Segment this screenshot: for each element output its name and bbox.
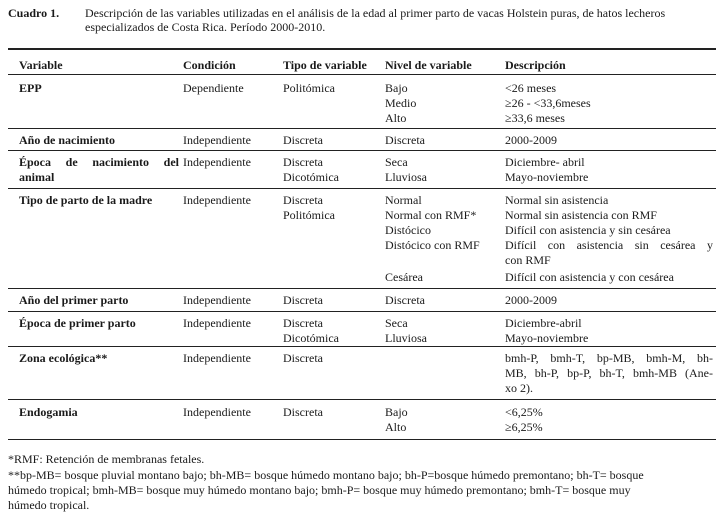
caption-text: Descripción de las variables utilizadas en el análisis de la edad al primer parto de vacas Holstein puras, de hatos lecheros especializados de Costa Rica. Período 2000-2010. [85, 6, 666, 34]
level-cell: Discreta [385, 133, 425, 147]
variable-name: Endogamia [19, 405, 78, 419]
variable-name: Tipo de parto de la madre [19, 193, 153, 207]
table-bottom-rule [8, 439, 716, 440]
level-cell: Alto [385, 111, 407, 125]
level-cell: Distócico con RMF [385, 238, 480, 252]
type-cell: Discreta [283, 193, 323, 207]
row-divider [8, 188, 716, 189]
variable-name: Año de nacimiento [19, 133, 115, 147]
level-cell: Distócico [385, 223, 431, 237]
type-cell: Dicotómica [283, 170, 339, 184]
description-cell: Normal sin asistencia [505, 193, 609, 207]
description-cell: 2000-2009 [505, 133, 557, 147]
row-divider [8, 288, 716, 289]
type-cell: Dicotómica [283, 331, 339, 345]
type-cell: Politómica [283, 81, 335, 95]
level-cell: Lluviosa [385, 170, 427, 184]
variable-name: animal [19, 170, 55, 184]
row-divider [8, 311, 716, 312]
row-divider [8, 346, 716, 347]
row-divider [8, 399, 716, 400]
condition-cell: Independiente [183, 293, 251, 307]
description-cell: xo 2). [505, 381, 533, 395]
footnote: húmedo tropical. [8, 498, 90, 512]
row-divider [8, 150, 716, 151]
description-cell: Diciembre-abril [505, 316, 582, 330]
header-level: Nivel de variable [385, 58, 472, 72]
variable-name: EPP [19, 81, 42, 95]
row-divider [8, 128, 716, 129]
level-cell: Cesárea [385, 270, 423, 284]
level-cell: Seca [385, 155, 408, 169]
type-cell: Discreta [283, 351, 323, 365]
level-cell: Bajo [385, 405, 408, 419]
condition-cell: Independiente [183, 316, 251, 330]
level-cell: Normal [385, 193, 422, 207]
level-cell: Bajo [385, 81, 408, 95]
footnote: *RMF: Retención de membranas fetales. [8, 452, 205, 466]
variable-name: Zona ecológica** [19, 351, 108, 365]
level-cell: Seca [385, 316, 408, 330]
description-cell: Difícil con asistencia y sin cesárea [505, 223, 671, 237]
level-cell: Normal con RMF* [385, 208, 477, 222]
header-rule [8, 74, 716, 75]
type-cell: Discreta [283, 293, 323, 307]
table-top-rule [8, 48, 716, 50]
type-cell: Discreta [283, 155, 323, 169]
description-cell: Diciembre- abril [505, 155, 585, 169]
condition-cell: Dependiente [183, 81, 244, 95]
header-variable: Variable [19, 58, 63, 72]
description-cell: Difícil con asistencia y con cesárea [505, 270, 674, 284]
header-description: Descripción [505, 58, 566, 72]
level-cell: Lluviosa [385, 331, 427, 345]
condition-cell: Independiente [183, 405, 251, 419]
type-cell: Discreta [283, 316, 323, 330]
description-cell: bmh-P, bmh-T, bp-MB, bmh-M, bh- [505, 351, 713, 365]
description-cell: con RMF [505, 253, 551, 267]
condition-cell: Independiente [183, 351, 251, 365]
header-type: Tipo de variable [283, 58, 367, 72]
level-cell: Discreta [385, 293, 425, 307]
description-cell: <26 meses [505, 81, 557, 95]
variable-name: Época de nacimiento del [19, 155, 179, 169]
description-cell: Normal sin asistencia con RMF [505, 208, 657, 222]
description-cell: ≥6,25% [505, 420, 543, 434]
type-cell: Discreta [283, 133, 323, 147]
description-cell: Mayo-noviembre [505, 331, 589, 345]
variable-name: Año del primer parto [19, 293, 129, 307]
level-cell: Alto [385, 420, 407, 434]
header-condition: Condición [183, 58, 236, 72]
description-cell: 2000-2009 [505, 293, 557, 307]
footnote: **bp-MB= bosque pluvial montano bajo; bh-MB= bosque húmedo montano bajo; bh-P=bosque húmedo premontano; bh-T= bosque [8, 468, 644, 482]
description-cell: ≥33,6 meses [505, 111, 565, 125]
level-cell: Medio [385, 96, 417, 110]
description-cell: Mayo-noviembre [505, 170, 589, 184]
type-cell: Discreta [283, 405, 323, 419]
footnote: húmedo tropical; bmh-MB= bosque muy húmedo montano bajo; bmh-P= bosque muy húmedo premontano; bmh-T= bosque muy [8, 483, 631, 497]
condition-cell: Independiente [183, 155, 251, 169]
caption-label: Cuadro 1. [8, 6, 60, 20]
description-cell: MB, bh-P, bp-P, bh-T, bmh-MB (Ane- [505, 366, 713, 380]
description-cell: Difícil con asistencia sin cesárea y [505, 238, 713, 252]
type-cell: Politómica [283, 208, 335, 222]
condition-cell: Independiente [183, 193, 251, 207]
condition-cell: Independiente [183, 133, 251, 147]
description-cell: <6,25% [505, 405, 543, 419]
variable-name: Época de primer parto [19, 316, 136, 330]
description-cell: ≥26 - <33,6meses [505, 96, 591, 110]
